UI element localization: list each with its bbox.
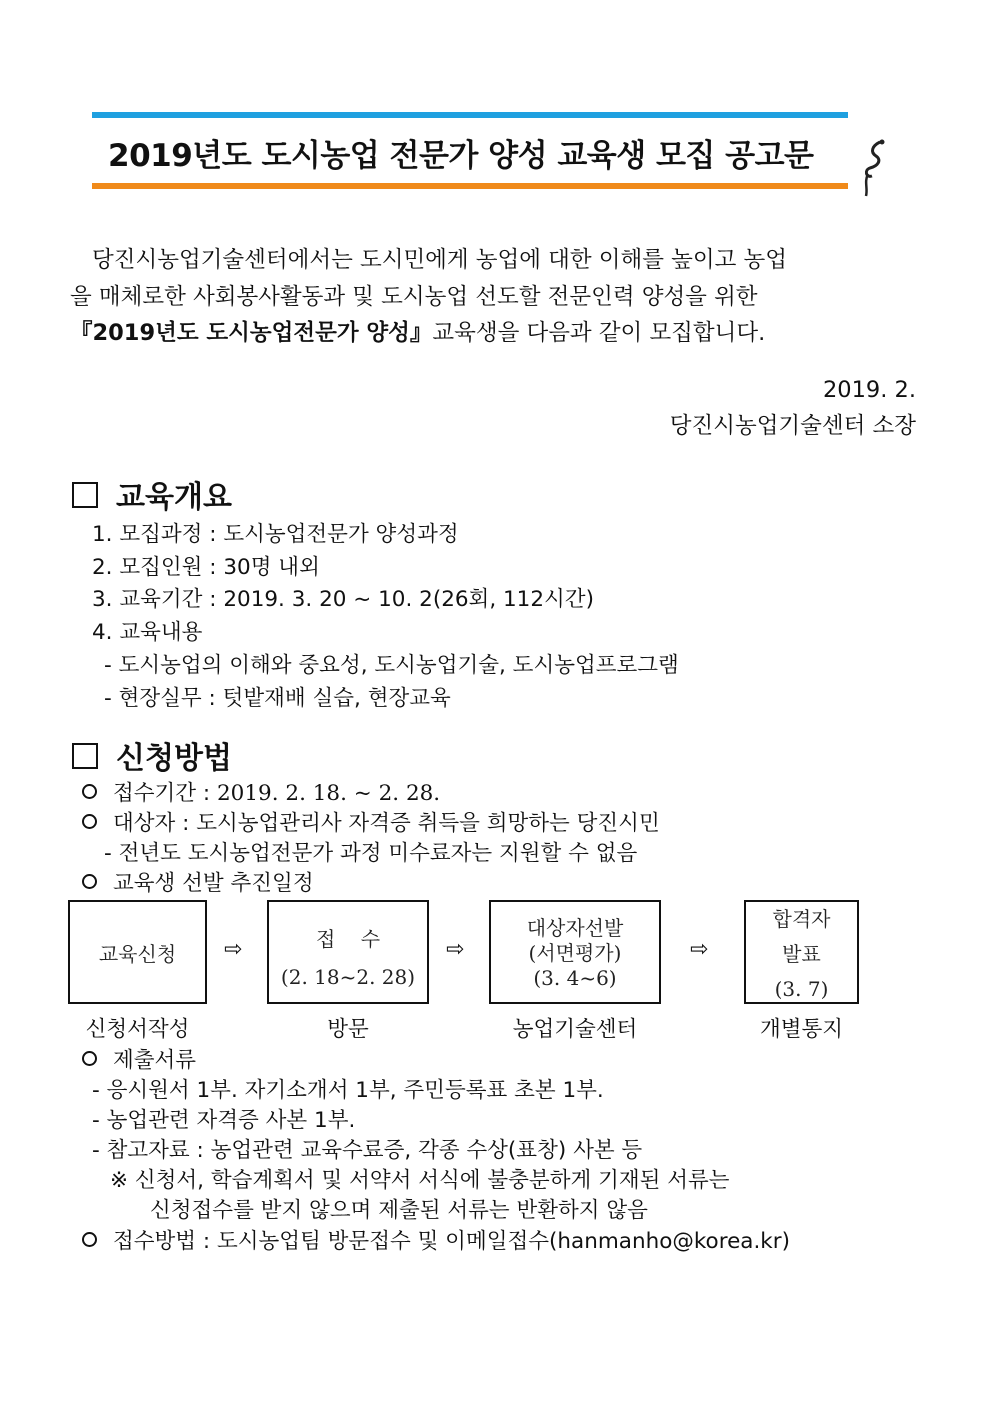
flow-step-apply: 교육신청 <box>68 900 207 1004</box>
arrow-right-icon: ⇨ <box>224 937 243 962</box>
overview-item: 4. 교육내용 <box>92 620 203 645</box>
apply-target-note: - 전년도 도시농업전문가 과정 미수료자는 지원할 수 없음 <box>104 841 638 866</box>
circle-bullet-icon <box>82 784 97 799</box>
square-bullet-icon <box>72 743 98 769</box>
notice-line: ※ 신청서, 학습계획서 및 서약서 서식에 불충분하게 기재된 서류는 <box>110 1168 730 1193</box>
intro-line-3 <box>70 315 765 352</box>
document-item: - 응시원서 1부. 자기소개서 1부, 주민등록표 초본 1부. <box>92 1078 604 1103</box>
square-bullet-icon <box>72 482 98 508</box>
intro-line-1: 당진시농업기술센터에서는 도시민에게 농업에 대한 이해를 높이고 농업 <box>92 247 787 273</box>
title-bottom-bar <box>92 183 848 189</box>
apply-period: 접수기간 : 2019. 2. 18. ~ 2. 28. <box>82 776 440 807</box>
notice-line: 신청접수를 받지 않으며 제출된 서류는 반환하지 않음 <box>150 1198 648 1223</box>
apply-method: 접수방법 : 도시농업팀 방문접수 및 이메일접수(hanmanho@korea.kr) <box>82 1224 790 1255</box>
notice-date: 2019. 2. <box>822 377 916 403</box>
document-item: - 농업관련 자격증 사본 1부. <box>92 1108 356 1133</box>
overview-item: 1. 모집과정 : 도시농업전문가 양성과정 <box>92 522 459 547</box>
page-title: 2019년도 도시농업 전문가 양성 교육생 모집 공고문 <box>108 138 814 174</box>
circle-bullet-icon <box>82 1232 97 1247</box>
intro-course-name: 『2019년도 도시농업전문가 양성』 <box>70 320 433 346</box>
flow-caption: 농업기술센터 <box>512 1017 638 1042</box>
documents-label: 제출서류 <box>82 1043 196 1074</box>
document-item: - 참고자료 : 농업관련 교육수료증, 각종 수상(표창) 사본 등 <box>92 1138 643 1163</box>
circle-bullet-icon <box>82 1051 97 1066</box>
flow-step-receive: 접 수 (2. 18~2. 28) <box>267 900 429 1004</box>
arrow-right-icon: ⇨ <box>446 937 465 962</box>
crane-logo-icon <box>858 138 888 198</box>
notice-issuer: 당진시농업기술센터 소장 <box>669 413 916 439</box>
circle-bullet-icon <box>82 814 97 829</box>
apply-target: 대상자 : 도시농업관리사 자격증 취득을 희망하는 당진시민 <box>82 806 660 837</box>
intro-line-2: 을 매체로한 사회봉사활동과 및 도시농업 선도할 전문인력 양성을 위한 <box>70 284 758 310</box>
flow-caption: 개별통지 <box>759 1017 844 1042</box>
overview-item: 3. 교육기간 : 2019. 3. 20 ~ 10. 2(26회, 112시간) <box>92 587 594 612</box>
overview-subitem: - 도시농업의 이해와 중요성, 도시농업기술, 도시농업프로그램 <box>104 653 679 678</box>
schedule-label: 교육생 선발 추진일정 <box>82 866 314 897</box>
flow-caption: 신청서작성 <box>85 1017 190 1042</box>
intro-line-3-rest: 교육생을 다음과 같이 모집합니다. <box>432 320 766 346</box>
flow-caption: 방문 <box>327 1017 369 1042</box>
section-overview-heading: 교육개요 <box>72 472 232 516</box>
overview-subitem: - 현장실무 : 텃밭재배 실습, 현장교육 <box>104 686 451 711</box>
flow-step-selection: 대상자선발 (서면평가) (3. 4~6) <box>489 900 661 1004</box>
overview-item: 2. 모집인원 : 30명 내외 <box>92 555 320 580</box>
arrow-right-icon: ⇨ <box>690 937 709 962</box>
section-apply-heading: 신청방법 <box>72 733 232 777</box>
flow-step-announce: 합격자 발표 (3. 7) <box>744 900 859 1004</box>
title-top-bar <box>92 112 848 118</box>
circle-bullet-icon <box>82 874 97 889</box>
